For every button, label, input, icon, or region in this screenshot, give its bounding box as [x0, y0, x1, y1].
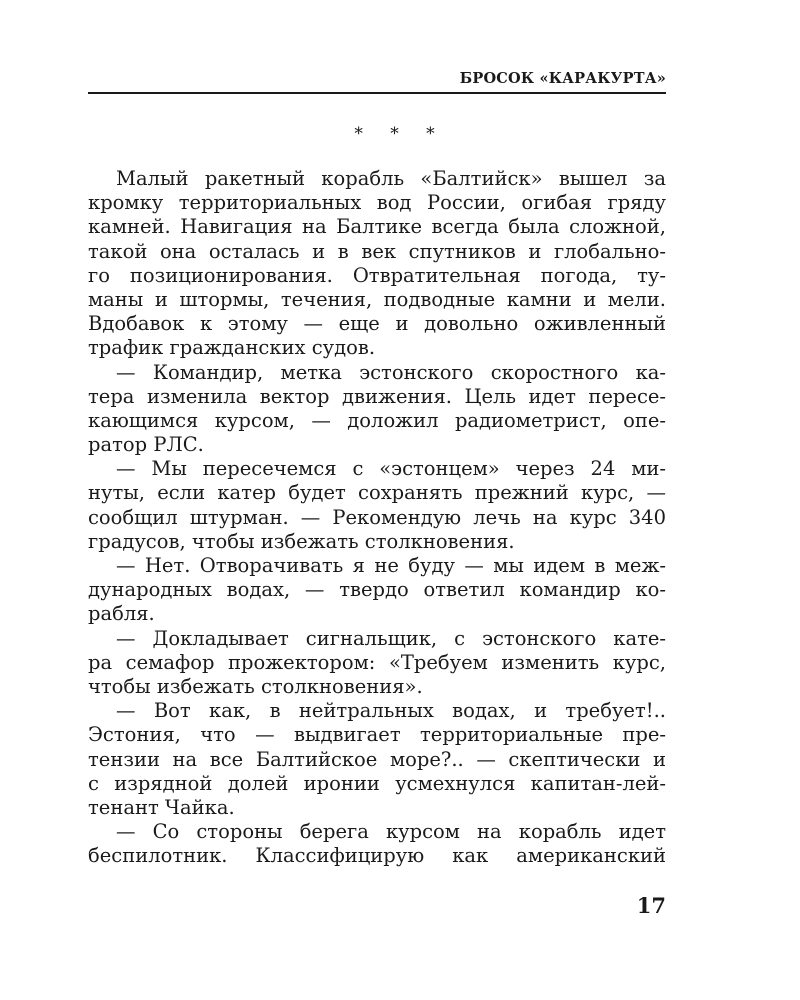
- text-line: тера изменила вектор движения. Цель идет пересе-: [88, 384, 666, 408]
- text-line: беспилотник. Классифицирую как американский: [88, 844, 666, 868]
- text-line: рабля.: [88, 602, 155, 626]
- text-line: нуты, если катер будет сохранять прежний курс, —: [88, 481, 666, 505]
- section-break-asterisks: * * *: [354, 124, 446, 144]
- text-line: такой она осталась и в век спутников и глобально-: [88, 239, 666, 263]
- text-line: маны и штормы, течения, подводные камни и мели.: [88, 287, 666, 311]
- text-line: кромку территориальных вод России, огибая гряду: [88, 191, 666, 215]
- text-line: Малый ракетный корабль «Балтийск» вышел за: [116, 167, 666, 190]
- text-line: Вдобавок к этому — еще и довольно оживленный: [88, 312, 666, 336]
- text-line: сообщил штурман. — Рекомендую лечь на курс 340: [88, 505, 666, 529]
- running-head: [88, 68, 666, 94]
- text-line: трафик гражданских судов.: [88, 336, 376, 360]
- text-line: тенант Чайка.: [88, 795, 235, 819]
- text-line: кающимся курсом, — доложил радиометрист, опе-: [88, 408, 666, 432]
- text-line: — Командир, метка эстонского скоростного ка-: [116, 360, 666, 384]
- running-head-title: БРОСОК «КАРАКУРТА»: [459, 70, 666, 87]
- text-line: камней. Навигация на Балтике всегда была сложной,: [88, 215, 666, 239]
- text-line: — Мы пересечемся с «эстонцем» через 24 ми-: [116, 457, 666, 481]
- text-line: Эстония, что — выдвигает территориальные пре-: [88, 723, 666, 747]
- text-line: го позиционирования. Отвратительная погода, ту-: [88, 263, 666, 287]
- text-line: — Со стороны берега курсом на корабль идет: [116, 820, 666, 844]
- text-line: тензии на все Балтийское море?.. — скептически и: [88, 747, 666, 771]
- text-line: — Вот как, в нейтральных водах, и требует!..: [116, 699, 666, 723]
- body-text: [88, 167, 666, 868]
- text-line: ратор РЛС.: [88, 433, 204, 457]
- text-line: ра семафор прожектором: «Требуем изменить курс,: [88, 650, 666, 674]
- text-line: — Нет. Отворачивать я не буду — мы идем в меж-: [116, 554, 666, 577]
- text-line: — Докладывает сигнальщик, с эстонского кате-: [116, 626, 666, 650]
- text-line: градусов, чтобы избежать столкновения.: [88, 529, 515, 553]
- page-number: 17: [636, 893, 666, 918]
- text-line: дународных водах, — твердо ответил командир ко-: [88, 578, 666, 602]
- text-line: чтобы избежать столкновения».: [88, 674, 423, 698]
- text-line: с изрядной долей иронии усмехнулся капитан-лей-: [88, 771, 666, 795]
